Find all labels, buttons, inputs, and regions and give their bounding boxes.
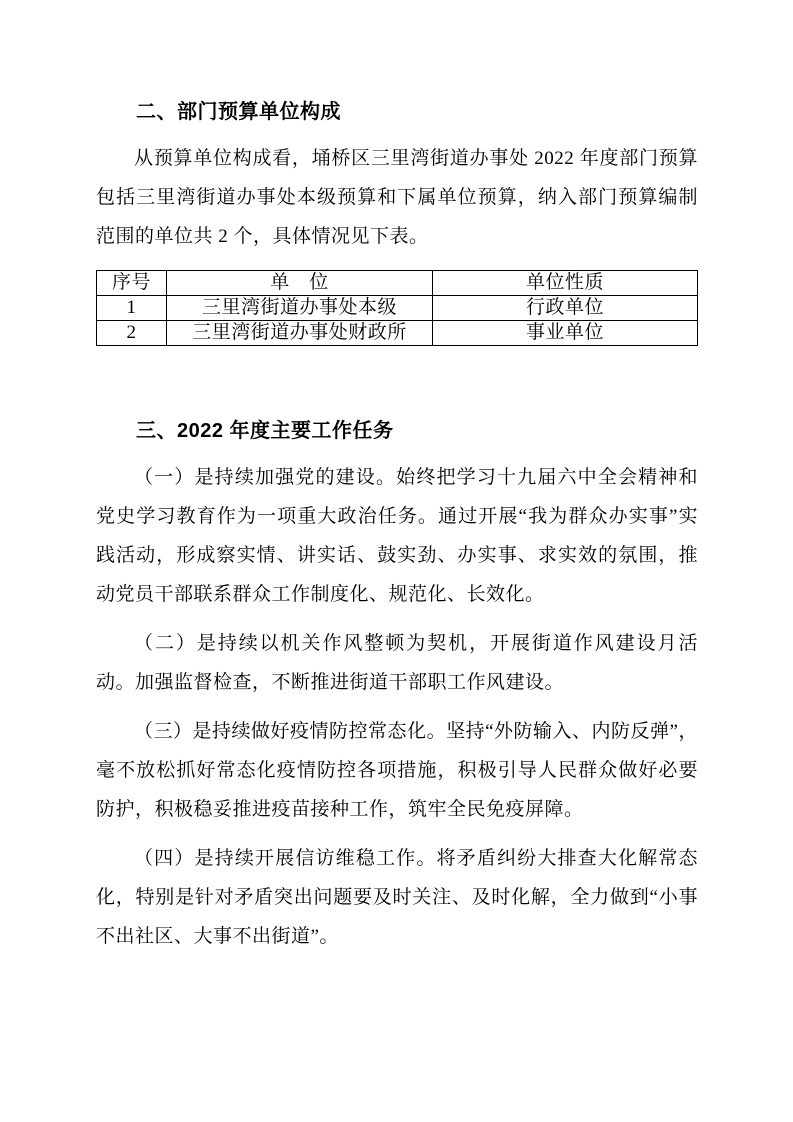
task-paragraph-1: （一）是持续加强党的建设。始终把学习十九届六中全会精神和党史学习教育作为一项重大政治任务。通过开展“我为群众办实事”实践活动，形成察实情、讲实话、鼓实劲、办实事、求实效的氛围，推动党员干部联系群众工作制度化、规范化、长效化。: [96, 467, 698, 605]
units-table-header-unit: 单 位: [167, 271, 433, 296]
units-table-header-index: 序号: [97, 271, 167, 296]
section-heading-budget-units: 二、部门预算单位构成: [136, 101, 341, 123]
budget-units-table: [96, 270, 698, 346]
units-table-cell-unit: 三里湾街道办事处本级: [167, 296, 433, 321]
units-table-header-row: [97, 271, 698, 296]
units-table-cell-index: 1: [97, 296, 167, 321]
units-table-cell-unit: 三里湾街道办事处财政所: [167, 321, 433, 346]
units-table-header-nature: 单位性质: [433, 271, 698, 296]
task-paragraph-4: （四）是持续开展信访维稳工作。将矛盾纠纷大排查大化解常态化，特别是针对矛盾突出问题要及时关注、及时化解，全力做到“小事不出社区、大事不出街道”。: [96, 848, 698, 947]
units-table-cell-index: 2: [97, 321, 167, 346]
units-table-row: [97, 321, 698, 346]
budget-units-intro-paragraph: 从预算单位构成看，埇桥区三里湾街道办事处 2022 年度部门预算包括三里湾街道办事处本级预算和下属单位预算，纳入部门预算编制范围的单位共 2 个，具体情况见下表。: [96, 148, 698, 247]
task-paragraph-3: （三）是持续做好疫情防控常态化。坚持“外防输入、内防反弹”，毫不放松抓好常态化疫情防控各项措施，积极引导人民群众做好必要防护，积极稳妥推进疫苗接种工作，筑牢全民免疫屏障。: [96, 721, 698, 820]
units-table-row: [97, 296, 698, 321]
section-heading-main-tasks: 三、2022 年度主要工作任务: [136, 420, 394, 442]
units-table-cell-nature: 行政单位: [433, 296, 698, 321]
units-table-cell-nature: 事业单位: [433, 321, 698, 346]
task-paragraph-2: （二）是持续以机关作风整顿为契机，开展街道作风建设月活动。加强监督检查，不断推进街道干部职工作风建设。: [96, 633, 698, 693]
